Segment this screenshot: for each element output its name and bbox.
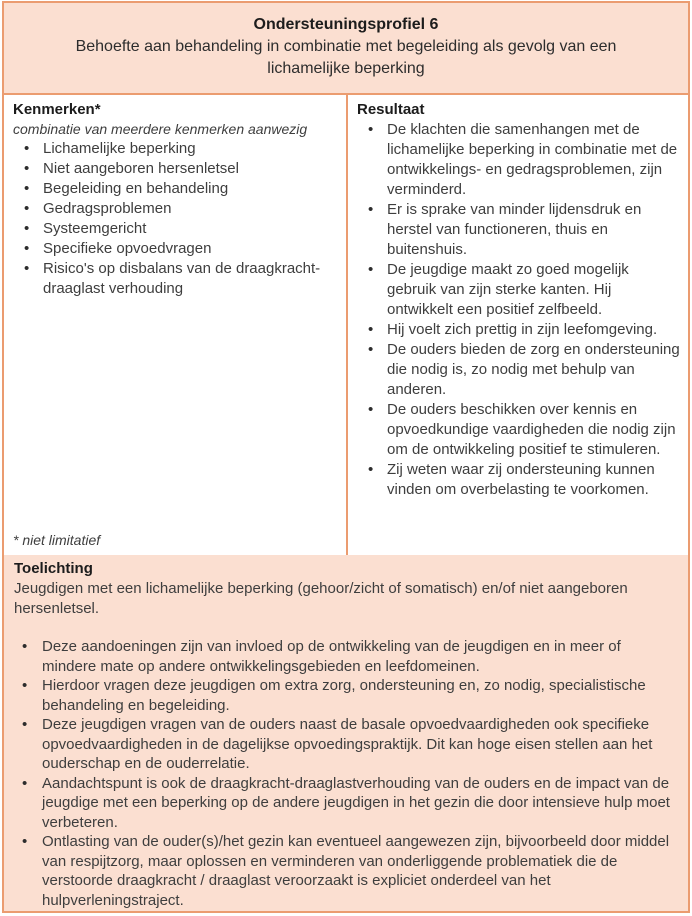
characteristics-results-row — [4, 95, 688, 555]
resultaat-column — [348, 95, 688, 555]
kenmerken-list — [13, 139, 338, 299]
list-item: • Lichamelijke beperking — [13, 139, 338, 159]
kenmerken-heading: Kenmerken* — [13, 101, 101, 118]
list-item: • Deze jeugdigen vragen van de ouders naast de basale opvoedvaardigheden ook specifieke opvoedvaardigheden in de dagelijkse opvoedingspraktijk. Dit kan hoge eisen stellen aan het ouderschap en de ouderrelatie. — [14, 715, 676, 774]
kenmerken-column — [4, 95, 348, 555]
list-item: • De ouders beschikken over kennis en opvoedkundige vaardigheden die nodig zijn om de ontwikkeling positief te stimuleren. — [357, 400, 680, 460]
list-item: • Gedragsproblemen — [13, 199, 338, 219]
toelichting-list — [14, 637, 676, 910]
list-item: • De jeugdige maakt zo goed mogelijk gebruik van zijn sterke kanten. Hij ontwikkelt een positief zelfbeeld. — [357, 260, 680, 320]
resultaat-list — [357, 120, 680, 500]
support-profile-table — [2, 1, 690, 913]
toelichting-intro: Jeugdigen met een lichamelijke beperking (gehoor/zicht of somatisch) en/of niet aangeboren hersenletsel. — [14, 580, 628, 617]
page-subtitle: Behoefte aan behandeling in combinatie met begeleiding als gevolg van een lichamelijke beperking — [75, 38, 617, 77]
toelichting-heading: Toelichting — [14, 560, 93, 577]
list-item: • Zij weten waar zij ondersteuning kunnen vinden om overbelasting te voorkomen. — [357, 460, 680, 500]
list-item: • Deze aandoeningen zijn van invloed op de ontwikkeling van de jeugdigen en in meer of mindere mate op andere ontwikkelingsgebieden en leefdomeinen. — [14, 637, 676, 676]
list-item: • Hij voelt zich prettig in zijn leefomgeving. — [357, 320, 680, 340]
kenmerken-footnote: * niet limitatief — [13, 532, 101, 548]
list-item: • Hierdoor vragen deze jeugdigen om extra zorg, ondersteuning en, zo nodig, specialistische behandeling en begeleiding. — [14, 676, 676, 715]
list-item: • Niet aangeboren hersenletsel — [13, 159, 338, 179]
toelichting-section — [4, 555, 688, 911]
list-item: • Er is sprake van minder lijdensdruk en herstel van functioneren, thuis en buitenshuis. — [357, 200, 680, 260]
kenmerken-note: combinatie van meerdere kenmerken aanwezig — [13, 121, 308, 137]
list-item: • Risico's op disbalans van de draagkracht-draaglast verhouding — [13, 259, 338, 299]
list-item: • Begeleiding en behandeling — [13, 179, 338, 199]
page-title: Ondersteuningsprofiel 6 — [253, 16, 439, 33]
resultaat-heading: Resultaat — [357, 101, 425, 118]
list-item: • Systeemgericht — [13, 219, 338, 239]
list-item: • Specifieke opvoedvragen — [13, 239, 338, 259]
profile-header — [4, 3, 688, 95]
list-item: • De ouders bieden de zorg en ondersteuning die nodig is, zo nodig met behulp van anderen. — [357, 340, 680, 400]
list-item: • Ontlasting van de ouder(s)/het gezin kan eventueel aangewezen zijn, bijvoorbeeld door middel van respijtzorg, maar oplossen en verminderen van onderliggende problematiek die de verstoorde draagkracht / draaglast veroorzaakt is expliciet onderdeel van het hulpverleningstraject. — [14, 832, 676, 910]
list-item: • De klachten die samenhangen met de lichamelijke beperking in combinatie met de ontwikkelings- en gedragsproblemen, zijn verminderd. — [357, 120, 680, 200]
list-item: • Aandachtspunt is ook de draagkracht-draaglastverhouding van de ouders en de impact van de jeugdige met een beperking op de andere jeugdigen in het gezin die door intensieve hulp moet verbeteren. — [14, 774, 676, 833]
